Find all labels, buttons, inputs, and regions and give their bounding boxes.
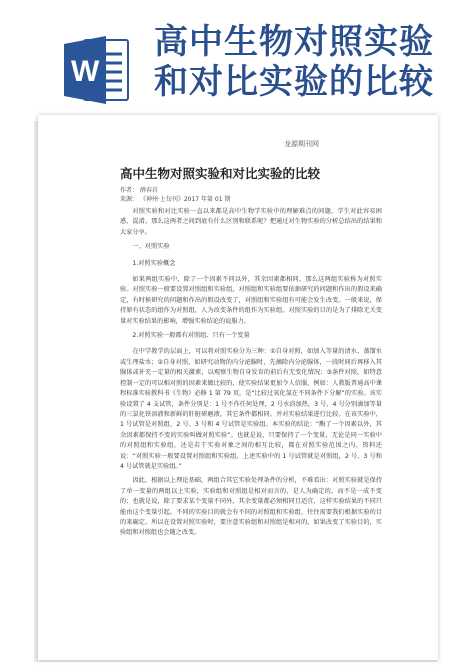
banner bbox=[0, 0, 474, 112]
document-body bbox=[120, 207, 382, 543]
section-heading-1: 一、对照实验 bbox=[132, 243, 170, 251]
journal-name: 龙源期刊网 bbox=[284, 140, 319, 148]
section-heading-1-1: 1.对照实验概念 bbox=[132, 259, 176, 267]
author-label: 作者： bbox=[120, 187, 139, 194]
paragraph-1: 如果两组实验中，除了一个因素不同以外，其余因素都相同，那么这两组实验称为对照实验。对照实验一般要设置对照组和实验组，对照组和实验组要依据研究的问题和作出的假设来确定，有时候研究的问题和作出的假设改变了，对照组和实验组有可能会发生改变。一般来说，保持原有状态的组作为对照组，人为改变条件的组作为实验组。对照实验的目的是为了排除无关变量对实验结果的影响，增强实验结论的说服力。 bbox=[120, 276, 382, 325]
source-line bbox=[120, 194, 230, 203]
author-name: 薛春岩 bbox=[139, 187, 158, 194]
intro-paragraph: 对照实验和对比实验一直以来都是高中生物学实验中的理解难点的问题，学生对此容易困惑、混淆。那么这两者之间到底有什么区别和联系呢？把通过对生物实验的分析总结出的结果和大家分享。 bbox=[120, 208, 382, 236]
banner-title-line1: 高中生物对照实验 bbox=[154, 22, 434, 62]
paragraph-2: 在中学教学的层面上，可以将对照实验分为三种：①自身对照，如加入等量的清水、蒸馏水或生理盐水；②自身对照，如研究动物的内分泌腺时，先摘除内分泌腺体，一段时间后再移入其腺体或补充一定量的相关激素，以观察生物自身发育的前后有无变化情况；③条件对照，如特意控制一定的可以相对照的因素来做比较的，使实验结果更加令人信服，例如：人教版普通高中课程标准实验教科书《生物》必修 1 第 79 页，是“比较过氧化氢在不同条件下分解”的实验。该实验设置了 4 支试管，条件分别是：1 号不作任何处理，2 号水浴加热，3 号，4 号分别滴加等量的三氯化铁溶液和新鲜的肝脏研磨液。其它条件都相同。并对实验结果进行比较。在该实验中，1 号试管是对照组，2 号、3 号和 4 号试管是实验组。本实验的结论：“酶了一个因素以外，其余因素都保持不变的实验叫做对照实验”。也就是说，只要保持了一个变量，无论是同一实验中的对照组和实验组，还是若干实验对象之间的相互比较，都在对照实验范围之内。资料还说：“对照实验一般要设置对照组和实验组，上述实验中的 1 号试管就是对照组，2 号、3 号和 4 号试管就是实验组。” bbox=[120, 348, 382, 470]
word-document-icon bbox=[62, 36, 132, 104]
section-heading-1-2: 2.对照实验一般都有对照组、只有一个变量 bbox=[132, 332, 250, 340]
source-value: 《神州·上旬刊》2017 年第 01 期 bbox=[139, 196, 231, 203]
banner-title bbox=[154, 22, 464, 102]
banner-title-line2: 和对比实验的比较 bbox=[154, 62, 434, 102]
word-letter: W bbox=[71, 55, 100, 88]
paragraph-3: 因此，根据以上理论基础，两组合其它实验处理条件的分析，不难看出：对照实验就是保持了单一变量的两组以上实验，实验组和对照组是相对而言的，是人为确定的，而不是一成不变的；也就是说，除了要求某个变量不同外，其余变量都必须相同且适宜，这样实验结果的不同只能由这个变量引起。不同的实验目的就会有不同的对照组和实验组，往往需要我们根据实验的目的来确定。所以在设置对照实验时，要注意实验组和对照组是相对的，如果改变了实验目的，实验组和对照组也会随之改变。 bbox=[120, 477, 382, 537]
source-label: 来源： bbox=[120, 196, 139, 203]
document-page bbox=[38, 115, 438, 660]
document-title: 高中生物对照实验和对比实验的比较 bbox=[120, 166, 321, 181]
author-line bbox=[120, 185, 158, 194]
